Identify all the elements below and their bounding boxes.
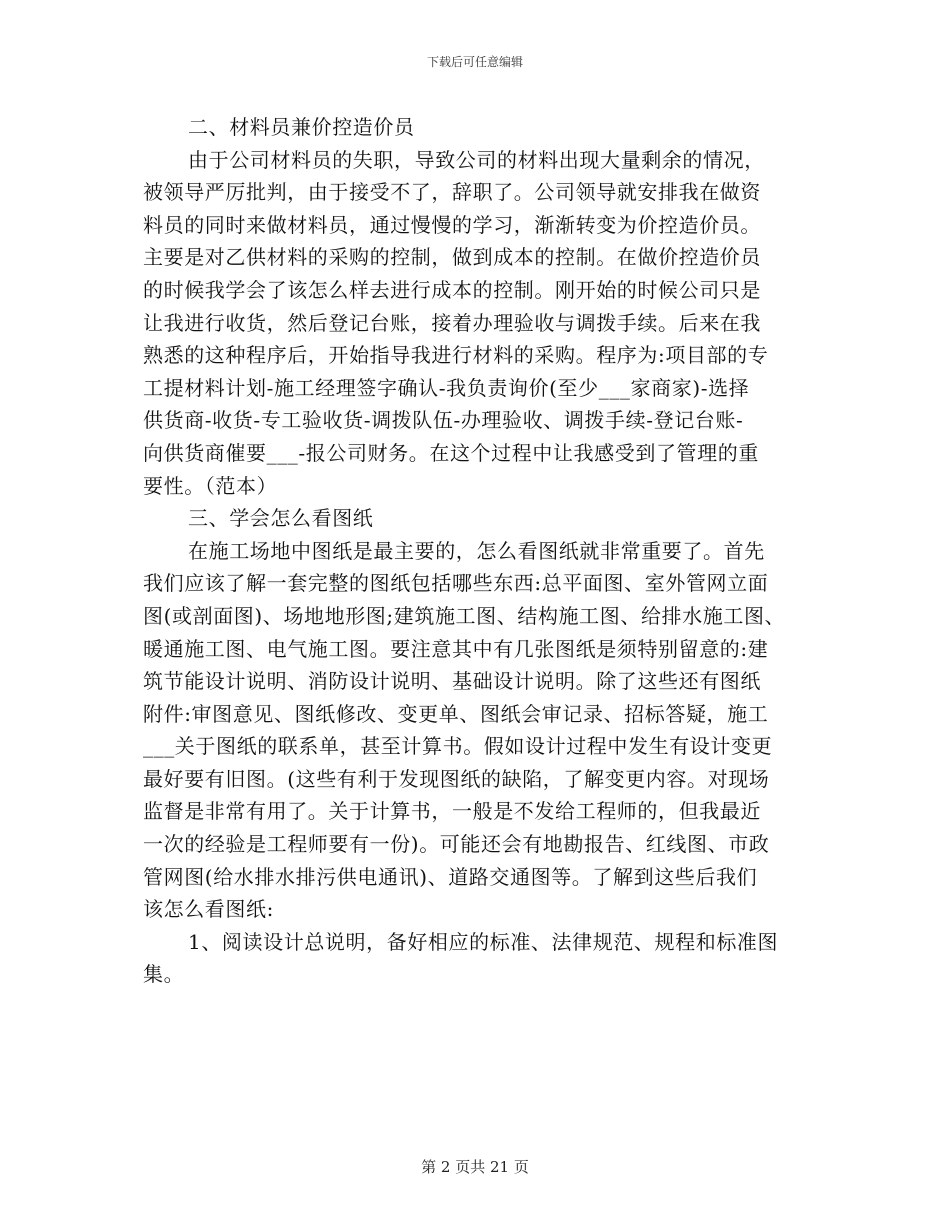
text-line: 料员的同时来做材料员，通过慢慢的学习，渐渐转变为价控造价员。: [143, 212, 761, 237]
text-line: ___关于图纸的联系单，甚至计算书。假如设计过程中发生有设计变更: [143, 734, 773, 759]
text-line: 被领导严厉批判，由于接受不了，辞职了。公司领导就安排我在做资: [143, 180, 761, 205]
text-line: 暖通施工图、电气施工图。要注意其中有几张图纸是须特别留意的:建: [143, 636, 769, 661]
page-number: 第 2 页共 21 页: [421, 1158, 529, 1176]
text-line: 三、学会怎么看图纸: [188, 506, 374, 531]
text-line: 工提材料计划-施工经理签字确认-我负责询价(至少___家商家)-选择: [143, 375, 750, 400]
text-line: 筑节能设计说明、消防设计说明、基础设计说明。除了这些还有图纸: [143, 669, 761, 694]
text-line: 最好要有旧图。(这些有利于发现图纸的缺陷，了解变更内容。对现场: [143, 766, 770, 791]
text-line: 向供货商催要___-报公司财务。在这个过程中让我感受到了管理的重: [143, 440, 759, 465]
text-line: 集。: [143, 962, 185, 987]
text-line: 1、阅读设计总说明，备好相应的标准、法律规范、规程和标准图: [188, 929, 779, 954]
text-line: 我们应该了解一套完整的图纸包括哪些东西:总平面图、室外管网立面: [143, 571, 769, 596]
text-line: 要性。（范本）: [143, 473, 278, 498]
text-line: 图(或剖面图)、场地地形图;建筑施工图、结构施工图、给排水施工图、: [143, 603, 786, 628]
document-body: [143, 111, 815, 991]
text-line: 二、材料员兼价控造价员: [188, 115, 415, 139]
text-line: 在施工场地中图纸是最主要的，怎么看图纸就非常重要了。首先: [188, 538, 765, 563]
text-line: 的时候我学会了该怎么样去进行成本的控制。刚开始的时候公司只是: [143, 277, 761, 302]
text-line: 主要是对乙供材料的采购的控制，做到成本的控制。在做价控造价员: [143, 245, 761, 270]
text-line: 熟悉的这种程序后，开始指导我进行材料的采购。程序为:项目部的专: [143, 343, 769, 368]
text-line: 管网图(给水排水排污供电通讯)、道路交通图等。了解到这些后我们: [143, 864, 758, 889]
text-line: 监督是非常有用了。关于计算书，一般是不发给工程师的，但我最近: [143, 799, 761, 824]
page-header: 下载后可任意编辑: [426, 55, 523, 69]
text-line: 附件:审图意见、图纸修改、变更单、图纸会审记录、招标答疑，施工: [143, 701, 769, 726]
text-line: 供货商-收货-专工验收货-调拨队伍-办理验收、调拨手续-登记台账-: [143, 408, 744, 433]
text-line: 一次的经验是工程师要有一份)。可能还会有地勘报告、红线图、市政: [143, 832, 770, 857]
text-line: 由于公司材料员的失职，导致公司的材料出现大量剩余的情况，: [188, 147, 765, 172]
text-line: 让我进行收货，然后登记台账，接着办理验收与调拨手续。后来在我: [143, 310, 761, 335]
text-line: 该怎么看图纸:: [143, 897, 274, 922]
